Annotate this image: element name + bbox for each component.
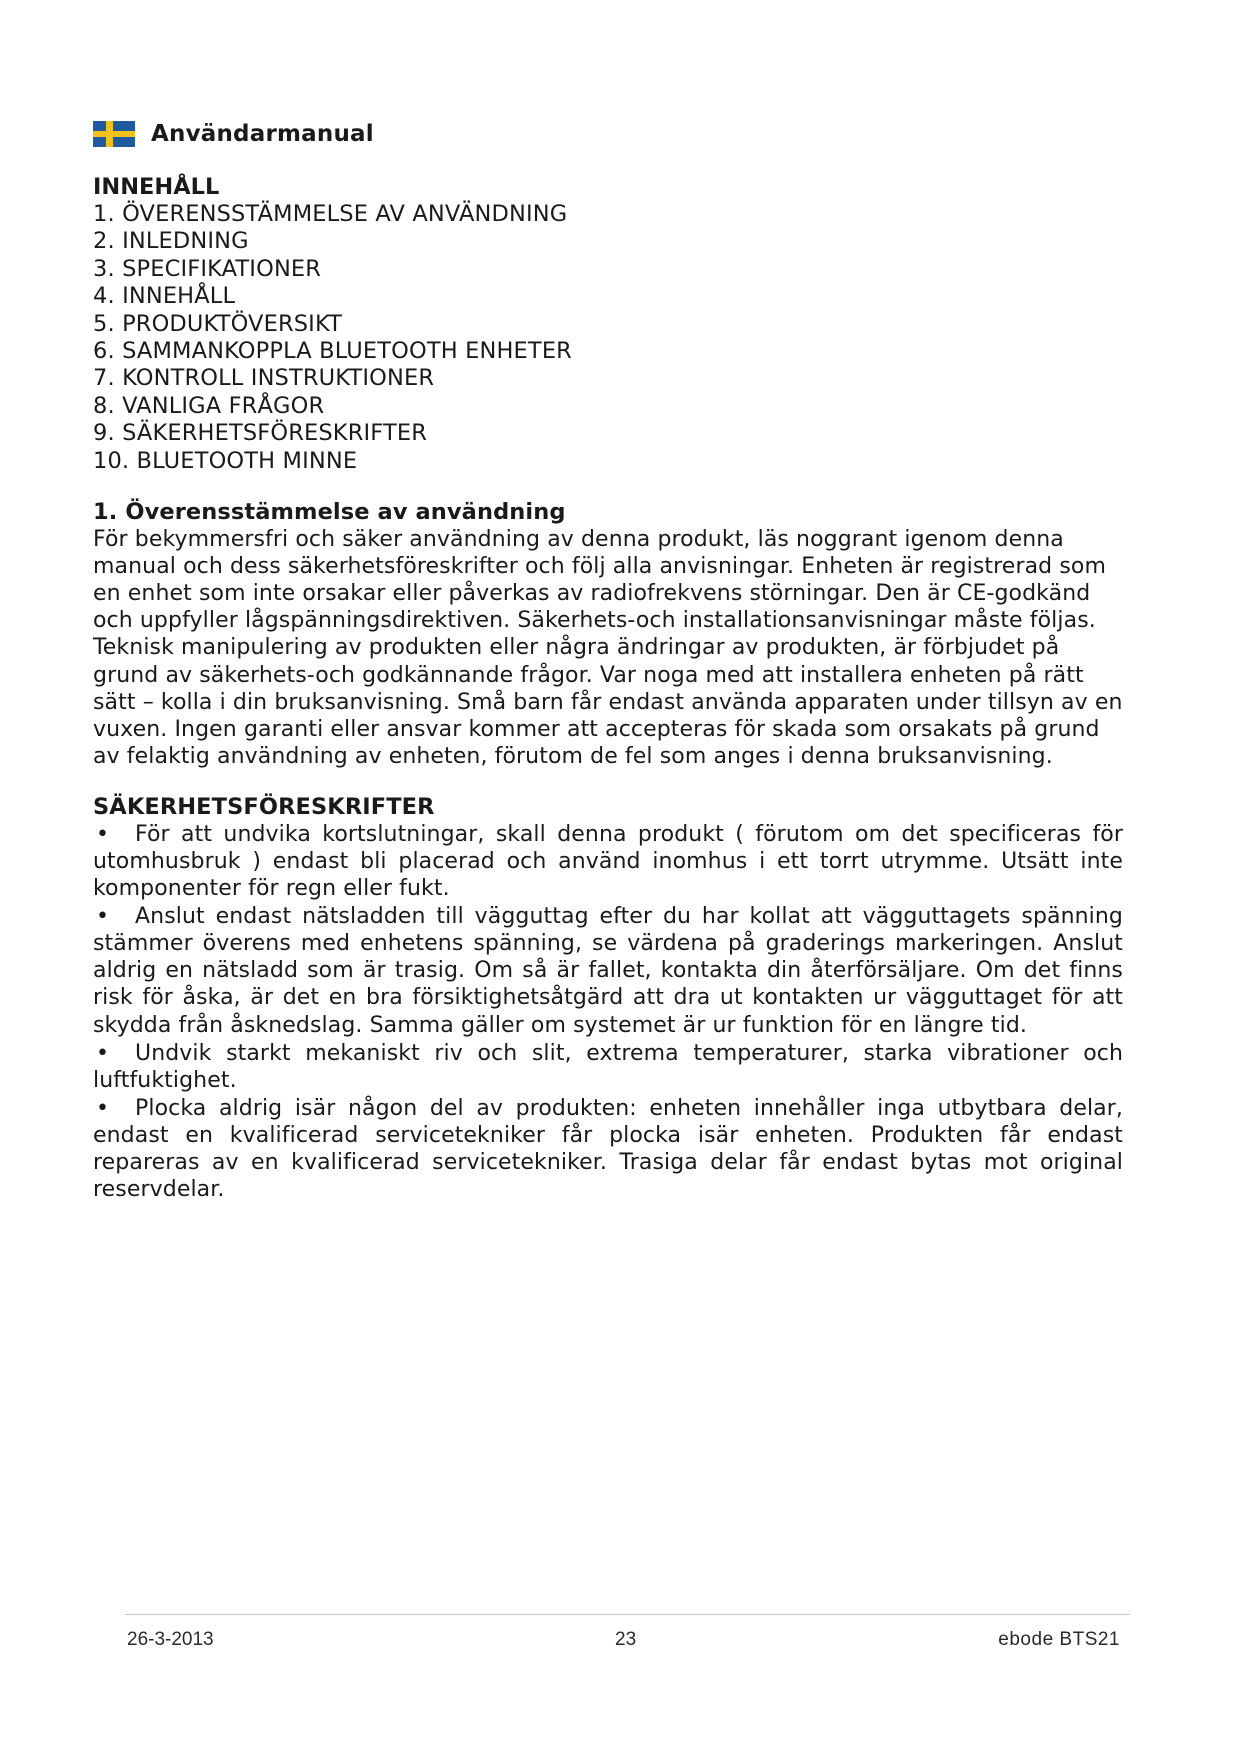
manual-page [93,118,1123,1204]
toc-item: 9. SÄKERHETSFÖRESKRIFTER [93,420,428,447]
section-safety [93,794,1123,1203]
bullet-text: Plocka aldrig isär någon del av produkten: enheten innehåller inga utbytbara delar, endast en kvalificerad servicetekniker får plocka isär enheten. Produkten får endast repareras av en kvalificerad servicetekniker. Trasiga delar får endast bytas mot original reservdelar. [93,1095,1123,1203]
toc-item: 5. PRODUKTÖVERSIKT [93,310,343,337]
bullet-marker: • [96,904,110,930]
manual-title: Användarmanual [151,121,374,147]
bullet-text: Undvik starkt mekaniskt riv och slit, extrema temperaturer, starka vibrationer och luftfuktighet. [93,1040,1123,1093]
list-item [93,1040,1123,1094]
toc-item: 1. ÖVERENSSTÄMMELSE AV ANVÄNDNING [93,201,568,227]
toc-item: 7. KONTROLL INSTRUKTIONER [93,365,435,392]
list-item [93,821,1123,902]
list-item [93,1095,1123,1203]
safety-list [93,821,1123,1203]
toc-item: 3. SPECIFIKATIONER [93,255,322,282]
sweden-flag-icon [93,121,135,147]
footer-date: 26-3-2013 [127,1629,214,1650]
bullet-text: För att undvika kortslutningar, skall denna produkt ( förutom om det specificeras för utomhusbruk ) endast bli placerad och använd inomhus i ett torrt utrymme. Utsätt inte komponenter för regn eller fukt. [93,821,1123,902]
footer-brand: ebode BTS21 [998,1629,1120,1650]
bullet-marker: • [96,1095,110,1121]
toc-item: 4. INNEHÅLL [93,283,236,310]
toc-item: 8. VANLIGA FRÅGOR [93,392,325,419]
page-footer [125,1614,1130,1659]
toc-list [93,201,1123,475]
toc-heading: INNEHÅLL [93,174,220,200]
toc-item: 2. INLEDNING [93,228,249,255]
list-item [93,903,1123,1038]
page-number: 23 [615,1629,637,1650]
table-of-contents [93,174,1123,475]
toc-item: 10. BLUETOOTH MINNE [93,447,358,474]
page-header [93,118,1123,150]
toc-item: 6. SAMMANKOPPLA BLUETOOTH ENHETER [93,338,572,365]
bullet-marker: • [96,821,110,847]
section-heading: SÄKERHETSFÖRESKRIFTER [93,793,435,820]
footer-row [125,1629,1130,1659]
section-body: För bekymmersfri och säker användning av denna produkt, läs noggrant igenom denna manual och dess säkerhetsföreskrifter och följ alla anvisningar. Enheten är registrerad som en enhet som inte orsakar eller påverkas av radiofrekvens störningar. Den är CE-godkänd och uppfyller lågspänningsdirektiven. Säkerhets-och installationsanvisningar måste följas. Teknisk manipulering av produkten eller några ändringar av produkten, är förbjudet på grund av säkerhets-och godkännande frågor. Var noga med att installera enheten på rätt sätt – kolla i din bruksanvisning. Små barn får endast använda apparaten under tillsyn av en vuxen. Ingen garanti eller ansvar kommer att accepteras för skada som orsakats på grund av felaktig användning av enheten, förutom de fel som anges i denna bruksanvisning. [93,527,1123,769]
bullet-text: Anslut endast nätsladden till vägguttag efter du har kollat att vägguttagets spänning stämmer överens med enhetens spänning, se värdena på graderings markeringen. Anslut aldrig en nätsladd som är trasig. Om så är fallet, kontakta din återförsäljare. Om det finns risk för åska, är det en bra försiktighetsåtgärd att dra ut kontakten ur vägguttaget för att skydda från åsknedslag. Samma gäller om systemet är ur funktion för en längre tid. [93,904,1123,1038]
section-heading: 1. Överensstämmelse av användning [93,499,566,526]
section-usage-compliance [93,499,1123,770]
bullet-marker: • [96,1040,110,1066]
